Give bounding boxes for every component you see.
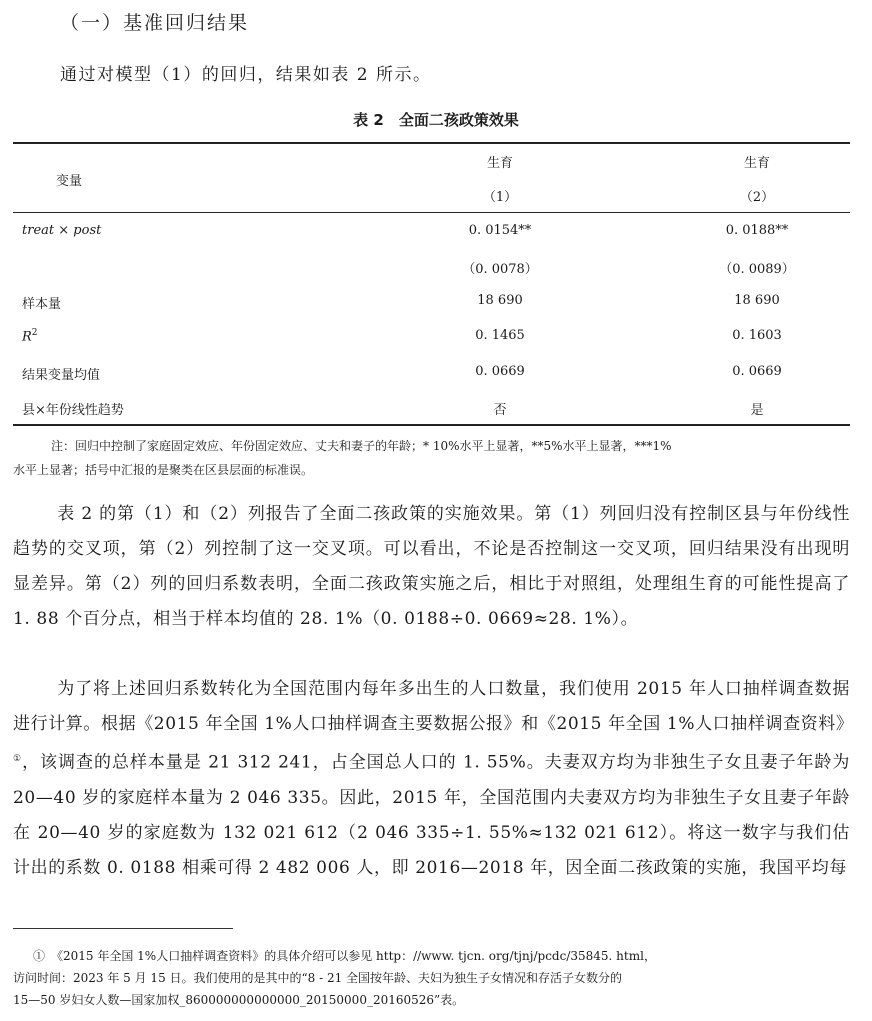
paragraph-1: 表 2 的第（1）和（2）列报告了全面二孩政策的实施效果。第（1）列回归没有控制区县与年份线性趋势的交叉项，第（2）列控制了这一交叉项。可以看出，不论是否控制这一交叉项，回归结果没有出现明显差异。第（2）列的回归系数表明，全面二孩政策实施之后，相比于对照组，处理组生育的可能性提高了 1. 88 个百分点，相当于样本均值的 28. 1%（0. 0188÷0. 0669≈28. 1%）。 <box>13 504 850 629</box>
section-title: （一）基准回归结果 <box>60 12 250 34</box>
r2-letter: R <box>22 329 32 345</box>
paragraph-2-part-a: 为了将上述回归系数转化为全国范围内每年多出生的人口数量，我们使用 2015 年人口抽样调查数据进行计算。根据《2015 年全国 1%人口抽样调查主要数据公报》和《2015 年全国 1%人口抽样调查资料》 <box>13 679 854 734</box>
row-label-n: 样本量 <box>22 297 62 312</box>
header-col2-name: 生育 <box>743 156 770 171</box>
cell-n-c1: 18 690 <box>477 293 523 308</box>
cell-r2-c1: 0. 1465 <box>475 328 525 343</box>
cell-trend-c2: 是 <box>750 403 764 418</box>
header-col1-num: （1） <box>482 190 518 205</box>
intro-text: 通过对模型（1）的回归，结果如表 2 所示。 <box>60 65 432 85</box>
footnote-rule <box>13 928 233 929</box>
table-top-rule <box>13 142 850 144</box>
header-variable: 变量 <box>56 174 83 189</box>
cell-n-c2: 18 690 <box>734 293 780 308</box>
table-note-line2: 水平上显著；括号中汇报的是聚类在区县层面的标准误。 <box>13 463 314 477</box>
row-label-treat-post <box>22 223 101 238</box>
paragraph-2-part-b: ，该调查的总样本量是 21 312 241，占全国总人口的 1. 55%。夫妻双方均为非独生子女且妻子年龄为 20—40 岁的家庭样本量为 2 046 335。因此，2015 年，全国范围内夫妻双方均为非独生子女且妻子年龄在 20—40 岁的家庭数为 132 021 612（2 046 335÷1. 55%≈132 021 612）。将这一数字与我们估计出的系数 0. 0188 相乘可得 2 482 006 人，即 2016—2018 年，因全面二孩政策的实施，我国平均每 <box>13 752 851 878</box>
header-col2-num: （2） <box>739 190 775 205</box>
treat-var: treat <box>22 223 55 238</box>
cell-mean-c2: 0. 0669 <box>732 364 782 379</box>
footnote-line1: ① 《2015 年全国 1%人口抽样调查资料》的具体介绍可以参见 http：//www. tjcn. org/tjnj/pcdc/35845. html， <box>33 949 656 963</box>
table-header-rule <box>13 212 850 213</box>
table-note-line1: 注：回归中控制了家庭固定效应、年份固定效应、丈夫和妻子的年龄；* 10%水平上显著，**5%水平上显著，***1% <box>51 439 672 453</box>
table-note <box>13 434 853 482</box>
table-bottom-rule <box>13 424 850 426</box>
footnote-line2: 访问时间：2023 年 5 月 15 日。我们使用的是其中的“8 - 21 全国按年龄、夫妇为独生子女情况和存活子女数分的 <box>13 971 623 985</box>
footnote-marker[interactable]: ① <box>13 754 23 764</box>
cell-mean-c1: 0. 0669 <box>475 364 525 379</box>
header-col1-name: 生育 <box>486 156 513 171</box>
times-sign: × <box>58 223 70 238</box>
row-label-trend: 县×年份线性趋势 <box>22 403 124 418</box>
paragraph-2 <box>13 672 854 886</box>
cell-treat-c2: 0. 0188** <box>725 223 789 238</box>
table-caption: 表 2 全面二孩政策效果 <box>353 111 519 129</box>
cell-se-c2: （0. 0089） <box>719 262 795 277</box>
cell-treat-c1: 0. 0154** <box>468 223 532 238</box>
footnote <box>13 945 853 1011</box>
post-var: post <box>73 223 102 238</box>
footnote-line3: 15—50 岁妇女人数—国家加权_860000000000000_20150000_20160526”表。 <box>13 993 465 1007</box>
r2-superscript: 2 <box>31 328 38 338</box>
cell-trend-c1: 否 <box>493 403 507 418</box>
row-label-r2 <box>22 328 38 344</box>
cell-se-c1: （0. 0078） <box>462 262 538 277</box>
cell-r2-c2: 0. 1603 <box>732 328 782 343</box>
row-label-mean: 结果变量均值 <box>22 368 101 383</box>
